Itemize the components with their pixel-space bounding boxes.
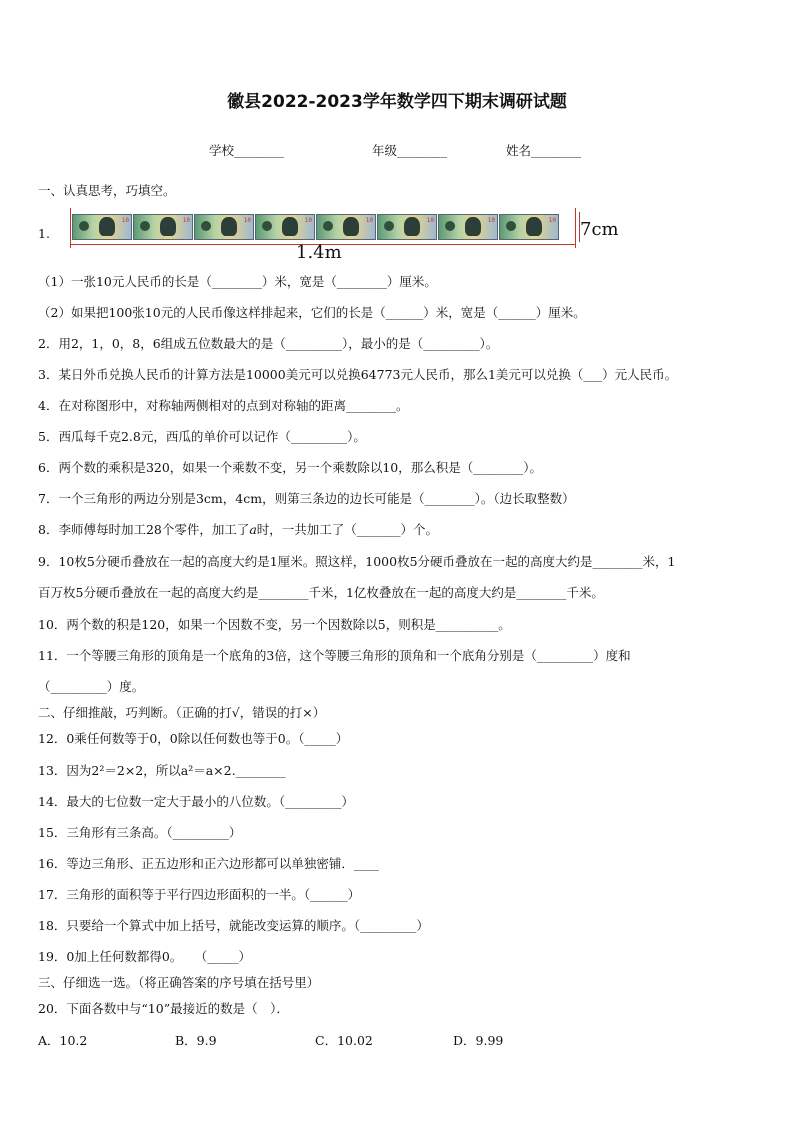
height-label: 7cm <box>580 219 619 240</box>
question-18: 18．只要给一个算式中加上括号，就能改变运算的顺序。（_________） <box>38 918 429 933</box>
banknote-image: 10 <box>255 214 315 240</box>
option-c[interactable]: C．10.02 <box>315 1033 373 1048</box>
dimension-tick-right <box>575 208 576 248</box>
question-10: 10．两个数的积是120，如果一个因数不变，另一个因数除以5，则积是__________。 <box>38 617 511 632</box>
banknote-image: 10 <box>438 214 498 240</box>
option-d[interactable]: D．9.99 <box>453 1033 504 1048</box>
question-13: 13．因为2²＝2×2，所以a²＝a×2.________ <box>38 763 286 778</box>
banknote-image: 10 <box>133 214 193 240</box>
question-16: 16．等边三角形、正五边形和正六边形都可以单独密铺．____ <box>38 856 379 871</box>
grade-field: 年级________ <box>372 143 448 158</box>
question-4: 4．在对称图形中，对称轴两侧相对的点到对称轴的距离________。 <box>38 398 409 413</box>
banknote-image: 10 <box>316 214 376 240</box>
banknote-strip-figure <box>70 210 575 242</box>
question-number: 1. <box>38 226 50 241</box>
banknote-image: 10 <box>499 214 559 240</box>
question-12: 12．0乘任何数等于0，0除以任何数也等于0。（_____） <box>38 731 349 746</box>
section-heading-3: 三、仔细选一选。（将正确答案的序号填在括号里） <box>38 975 320 990</box>
section-heading-2: 二、仔细推敲，巧判断。（正确的打√，错误的打×） <box>38 705 326 720</box>
banknote-image: 10 <box>72 214 132 240</box>
banknote-image: 10 <box>377 214 437 240</box>
section-heading-1: 一、认真思考，巧填空。 <box>38 183 176 198</box>
question-9-continued: 百万枚5分硬币叠放在一起的高度大约是________千米，1亿枚叠放在一起的高度大约是________千米。 <box>38 585 604 600</box>
banknote-image: 10 <box>194 214 254 240</box>
name-field: 姓名________ <box>506 143 582 158</box>
question-5: 5．西瓜每千克2.8元，西瓜的单价可以记作（_________）。 <box>38 429 366 444</box>
question-20: 20．下面各数中与“10”最接近的数是（ ）． <box>38 1001 289 1016</box>
option-a[interactable]: A．10.2 <box>38 1033 88 1048</box>
question-15: 15．三角形有三条高。（_________） <box>38 825 242 840</box>
question-1-1: （1）一张10元人民币的长是（________）米，宽是（________）厘米。 <box>38 274 437 289</box>
option-b[interactable]: B．9.9 <box>175 1033 217 1048</box>
question-2: 2．用2，1，0，8，6组成五位数最大的是（_________），最小的是（_________）。 <box>38 336 499 351</box>
question-9: 9．10枚5分硬币叠放在一起的高度大约是1厘米。照这样，1000枚5分硬币叠放在一起的高度大约是________米，1 <box>38 554 676 569</box>
question-17: 17．三角形的面积等于平行四边形面积的一半。（______） <box>38 887 361 902</box>
page-title: 徽县2022-2023学年数学四下期末调研试题 <box>227 92 567 112</box>
question-14: 14．最大的七位数一定大于最小的八位数。（_________） <box>38 794 354 809</box>
dimension-tick-left <box>70 208 71 248</box>
question-7: 7．一个三角形的两边分别是3cm，4cm，则第三条边的边长可能是（________）。（边长取整数） <box>38 491 575 506</box>
question-11: 11．一个等腰三角形的顶角是一个底角的3倍，这个等腰三角形的顶角和一个底角分别是（_________）度和 <box>38 648 631 663</box>
question-1-2: （2）如果把100张10元的人民币像这样排起来，它们的长是（______）米，宽是（______）厘米。 <box>38 305 586 320</box>
question-8: 8．李师傅每时加工28个零件，加工了𝑎时，一共加工了（_______）个。 <box>38 522 439 537</box>
question-3: 3．某日外币兑换人民币的计算方法是10000美元可以兑换64773元人民币，那么1美元可以兑换（___）元人民币。 <box>38 367 678 382</box>
question-6: 6．两个数的乘积是320，如果一个乘数不变，另一个乘数除以10，那么积是（________）。 <box>38 460 542 475</box>
school-field: 学校________ <box>209 143 285 158</box>
question-11-continued: （_________）度。 <box>38 679 145 694</box>
length-label: 1.4m <box>296 242 342 263</box>
question-19: 19．0加上任何数都得0。 （_____） <box>38 949 252 964</box>
